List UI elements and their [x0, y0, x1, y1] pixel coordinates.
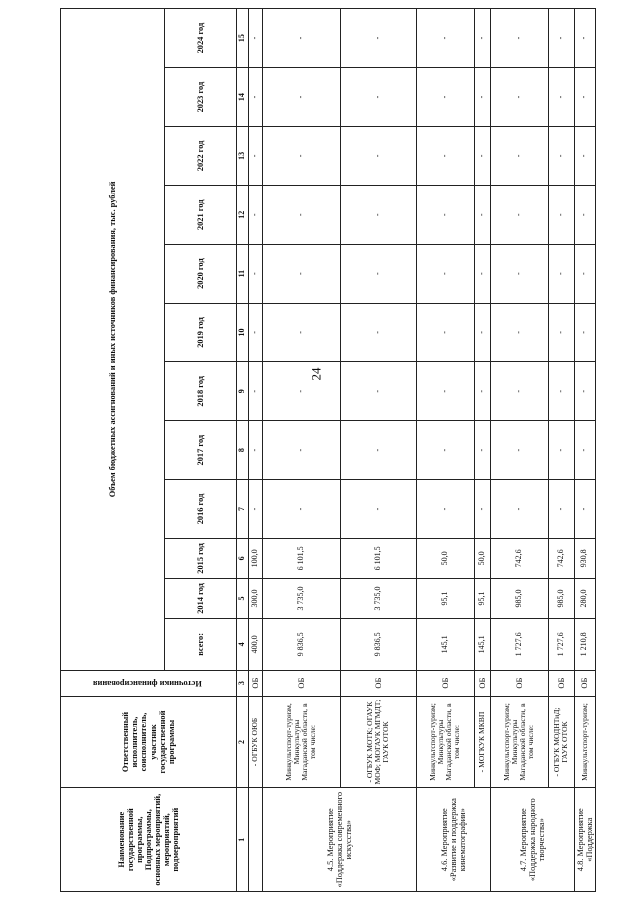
- row-value: -: [574, 127, 595, 186]
- table-row: [262, 9, 340, 892]
- row-executor: - МОГКУК МКВП: [474, 696, 490, 788]
- rotated-table-container: [60, 8, 594, 892]
- row-value: 95,1: [474, 578, 490, 618]
- row-value: -: [490, 480, 548, 539]
- row-name: 4.5. Мероприятие «Поддержка современного искусства»: [262, 788, 416, 892]
- col-number: 1: [237, 788, 249, 892]
- row-value: -: [548, 362, 574, 421]
- col-number: 2: [237, 696, 249, 788]
- row-value: -: [490, 303, 548, 362]
- row-value: 3 735,0: [340, 578, 416, 618]
- row-value: -: [340, 68, 416, 127]
- row-value: -: [474, 480, 490, 539]
- page-number: 24: [308, 367, 324, 381]
- header-name: Наименование государственной программы, Подпрограммы, основных мероприятий, мероприятий, подмероприятий: [61, 788, 237, 892]
- row-value: -: [262, 480, 340, 539]
- row-value: 1 727,6: [548, 618, 574, 670]
- row-value: 1 727,6: [490, 618, 548, 670]
- row-value: 9 836,5: [340, 618, 416, 670]
- row-value: 985,0: [490, 578, 548, 618]
- row-value: 1 210,8: [574, 618, 595, 670]
- row-source: ОБ: [262, 670, 340, 696]
- row-value: -: [248, 127, 262, 186]
- row-value: 145,1: [416, 618, 474, 670]
- table-row: [574, 9, 595, 892]
- row-value: -: [416, 127, 474, 186]
- row-value: -: [574, 362, 595, 421]
- header-year-2017: 2017 год: [165, 421, 237, 480]
- col-number: 8: [237, 421, 249, 480]
- row-value: -: [474, 421, 490, 480]
- row-value: -: [474, 362, 490, 421]
- row-value: -: [416, 68, 474, 127]
- col-number: 4: [237, 618, 249, 670]
- row-value: -: [340, 362, 416, 421]
- row-value: -: [262, 185, 340, 244]
- header-executor: Ответственный исполнитель, соисполнитель, участник государственной программы: [61, 696, 237, 788]
- table-row: [416, 9, 474, 892]
- header-year-2020: 2020 год: [165, 244, 237, 303]
- row-value: -: [248, 9, 262, 68]
- row-value: -: [416, 362, 474, 421]
- row-value: -: [340, 127, 416, 186]
- row-value: 280,0: [574, 578, 595, 618]
- col-number: 3: [237, 670, 249, 696]
- col-number: 12: [237, 185, 249, 244]
- funding-table: [60, 8, 596, 892]
- row-value: -: [416, 185, 474, 244]
- row-value: -: [416, 303, 474, 362]
- header-year-2024: 2024 год: [165, 9, 237, 68]
- row-value: -: [548, 244, 574, 303]
- header-year-2019: 2019 год: [165, 303, 237, 362]
- row-value: -: [340, 9, 416, 68]
- row-executor: - ОГБУК МОДНТиД; ГАУК ОТОК: [548, 696, 574, 788]
- row-value: 300,0: [248, 578, 262, 618]
- row-value: 50,0: [474, 538, 490, 578]
- col-number: 15: [237, 9, 249, 68]
- row-value: -: [248, 244, 262, 303]
- table-row: [490, 9, 548, 892]
- row-value: 742,6: [548, 538, 574, 578]
- row-value: -: [340, 303, 416, 362]
- row-value: -: [490, 421, 548, 480]
- row-value: -: [574, 68, 595, 127]
- header-year-2015: 2015 год: [165, 538, 237, 578]
- row-value: -: [248, 303, 262, 362]
- row-value: 9 836,5: [262, 618, 340, 670]
- row-name: 4.7. Мероприятие «Поддержка народного творчества»: [490, 788, 574, 892]
- row-value: 95,1: [416, 578, 474, 618]
- row-value: -: [490, 9, 548, 68]
- row-value: 3 735,0: [262, 578, 340, 618]
- row-value: -: [490, 244, 548, 303]
- header-year-2016: 2016 год: [165, 480, 237, 539]
- row-value: -: [474, 185, 490, 244]
- document-frame: [60, 8, 594, 892]
- row-value: 50,0: [416, 538, 474, 578]
- header-year-2021: 2021 год: [165, 185, 237, 244]
- row-value: -: [340, 244, 416, 303]
- row-source: ОБ: [548, 670, 574, 696]
- row-value: -: [474, 68, 490, 127]
- row-value: -: [248, 421, 262, 480]
- row-value: -: [490, 362, 548, 421]
- header-year-2014: 2014 год: [165, 578, 237, 618]
- row-value: -: [416, 9, 474, 68]
- row-value: -: [548, 9, 574, 68]
- row-source: ОБ: [490, 670, 548, 696]
- header-volume: Объем бюджетных ассигнований и иных источников финансирования, тыс. рублей: [61, 9, 165, 671]
- row-value: -: [262, 421, 340, 480]
- col-number: 11: [237, 244, 249, 303]
- row-value: -: [490, 127, 548, 186]
- row-source: ОБ: [574, 670, 595, 696]
- row-name: 4.8. Мероприятие «Поддержка: [574, 788, 595, 892]
- row-executor: - ОГБУК МОТК; ОГАУК МОФ; МОГАУК МГМДТ; ГАУК ОТОК: [340, 696, 416, 788]
- row-source: ОБ: [340, 670, 416, 696]
- row-value: -: [490, 68, 548, 127]
- header-year-2018: 2018 год: [165, 362, 237, 421]
- row-value: -: [474, 303, 490, 362]
- table-row: [340, 9, 416, 892]
- row-value: 985,0: [548, 578, 574, 618]
- row-value: -: [248, 68, 262, 127]
- header-year-2023: 2023 год: [165, 68, 237, 127]
- row-value: -: [548, 421, 574, 480]
- row-source: ОБ: [416, 670, 474, 696]
- row-value: -: [262, 9, 340, 68]
- row-executor: Минкультспорт-туризм; Минкультуры Магаданской области, в том числе:: [490, 696, 548, 788]
- row-value: -: [262, 68, 340, 127]
- row-value: -: [574, 480, 595, 539]
- row-value: -: [574, 303, 595, 362]
- table-row: [474, 9, 490, 892]
- row-value: -: [548, 185, 574, 244]
- header-source-cell: [61, 670, 237, 696]
- row-value: -: [416, 244, 474, 303]
- row-value: -: [262, 244, 340, 303]
- row-name: 4.6. Мероприятие «Развитие и поддержка кинематографии»: [416, 788, 490, 892]
- row-value: -: [490, 185, 548, 244]
- row-source: ОБ: [474, 670, 490, 696]
- row-value: 145,1: [474, 618, 490, 670]
- row-value: -: [574, 9, 595, 68]
- row-value: -: [474, 127, 490, 186]
- row-value: -: [474, 244, 490, 303]
- row-value: -: [574, 244, 595, 303]
- row-executor: Минкультспорт-туризм, Минкультуры Магаданской области, в том числе:: [262, 696, 340, 788]
- row-value: -: [340, 185, 416, 244]
- row-executor: - ОГБУК ОЮБ: [248, 696, 262, 788]
- row-value: 400,0: [248, 618, 262, 670]
- row-value: 742,6: [490, 538, 548, 578]
- col-number: 9: [237, 362, 249, 421]
- row-value: -: [248, 480, 262, 539]
- row-value: -: [262, 362, 340, 421]
- row-executor: Минкультспорт-туризм; Минкультуры Магаданской области, в том числе:: [416, 696, 474, 788]
- table-row: [248, 9, 262, 892]
- header-year-2022: 2022 год: [165, 127, 237, 186]
- row-value: 6 101,5: [340, 538, 416, 578]
- row-value: -: [574, 185, 595, 244]
- row-name: [248, 788, 262, 892]
- col-number: 6: [237, 538, 249, 578]
- row-value: -: [474, 9, 490, 68]
- row-value: -: [416, 421, 474, 480]
- column-number-row: [237, 9, 249, 892]
- row-value: -: [248, 362, 262, 421]
- row-value: 930,8: [574, 538, 595, 578]
- col-number: 5: [237, 578, 249, 618]
- row-value: -: [548, 480, 574, 539]
- row-executor: Минкультспорт-туризм;: [574, 696, 595, 788]
- row-value: -: [548, 127, 574, 186]
- col-number: 14: [237, 68, 249, 127]
- row-value: -: [248, 185, 262, 244]
- col-number: 13: [237, 127, 249, 186]
- header-total: всего:: [165, 618, 237, 670]
- row-value: -: [416, 480, 474, 539]
- row-value: -: [340, 480, 416, 539]
- row-value: 100,0: [248, 538, 262, 578]
- row-value: -: [262, 303, 340, 362]
- row-value: -: [574, 421, 595, 480]
- row-source: ОБ: [248, 670, 262, 696]
- row-value: 6 101,5: [262, 538, 340, 578]
- table-row: [548, 9, 574, 892]
- header-source: Источники финансирования: [93, 678, 202, 688]
- row-value: -: [262, 127, 340, 186]
- col-number: 10: [237, 303, 249, 362]
- row-value: -: [340, 421, 416, 480]
- row-value: -: [548, 68, 574, 127]
- row-value: -: [548, 303, 574, 362]
- col-number: 7: [237, 480, 249, 539]
